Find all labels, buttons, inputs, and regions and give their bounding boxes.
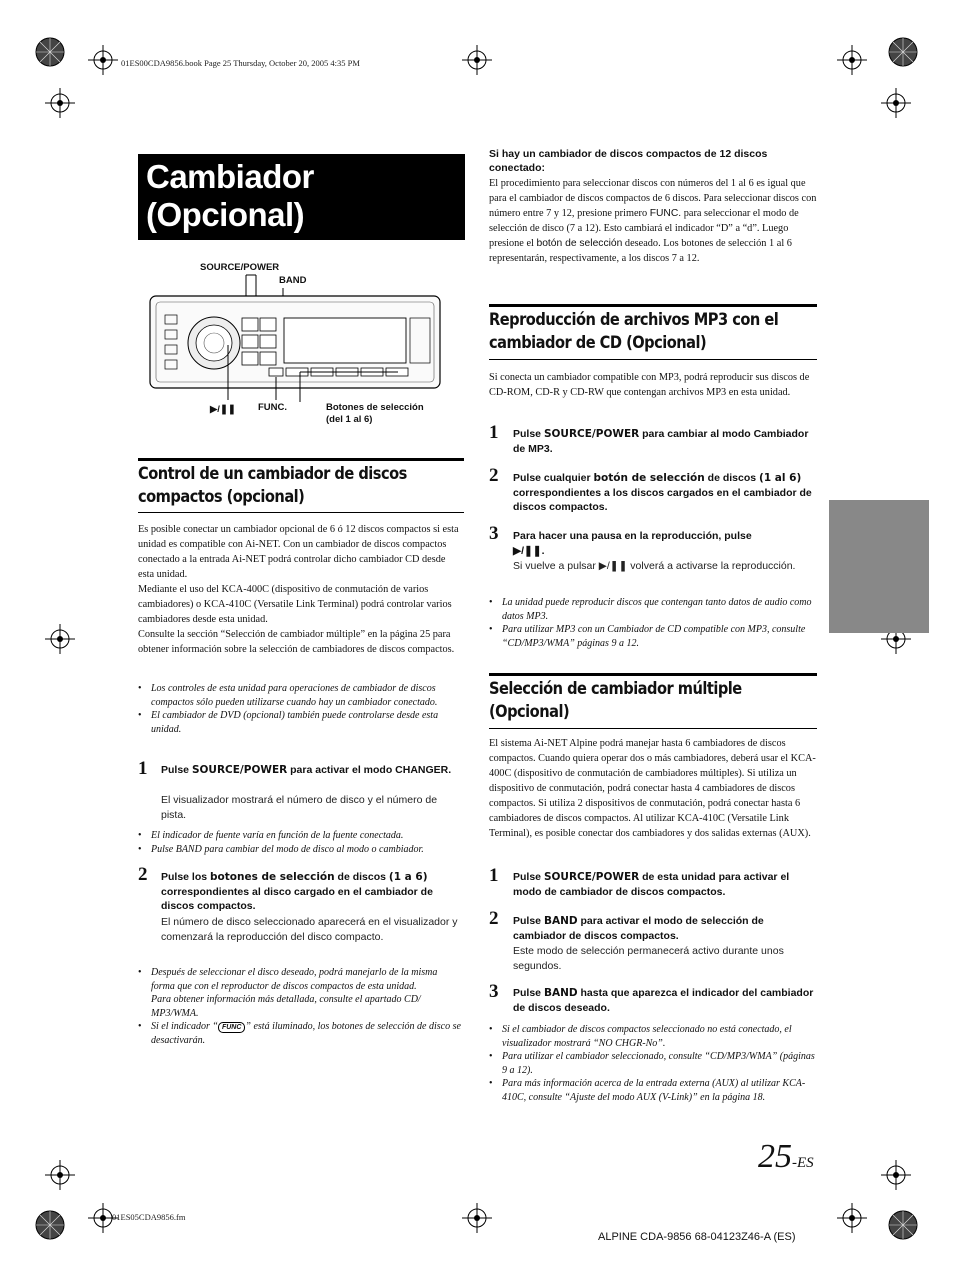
play-pause-icon: ▶/❚❚	[598, 560, 628, 572]
section2-notes	[489, 596, 817, 650]
label-func: FUNC.	[258, 402, 288, 413]
section1-notes3	[138, 966, 463, 1047]
section-12disc-body: El procedimiento para seleccionar discos con números del 1 al 6 es igual que para el cambiador de discos compactos de 6 discos. Para seleccionar discos con número entre 7 y 12, presione primero FUNC. para seleccionar el modo de selección de disco (7 a 12). Esto cambiará el indicador “D” a “d”. Luego presione el botón de selección deseado. Los botones de selección 1 al 6 representarán, respectivamente, a los discos 7 a 12.	[489, 178, 817, 264]
label-play-pause: ▶/❚❚	[210, 404, 236, 415]
list-item: • Pulse BAND para cambiar del modo de disco al modo o cambiador.	[138, 843, 463, 857]
section3-step1-number: 1	[489, 865, 499, 886]
section2-step2-number: 2	[489, 465, 499, 486]
section2-intro: Si conecta un cambiador compatible con MP3, podrá reproducir sus discos de CD-ROM, CD-R y CD-RW que contengan archivos MP3 en esta unidad.	[489, 372, 810, 398]
list-item: • Después de seleccionar el disco deseado, podrá manejarlo de la misma forma que con el reproductor de discos compactos de esta unidad. Para obtener información más detallada, consulte el apartado CD/ MP3/WMA.	[138, 966, 463, 1020]
label-band: BAND	[279, 275, 307, 286]
section-12disc-heading: Si hay un cambiador de discos compactos de 12 discos conectado:	[489, 148, 768, 174]
section1-heading: Control de un cambiador de discos compactos (opcional)	[138, 464, 407, 507]
list-item: • El cambiador de DVD (opcional) también puede controlarse desde esta unidad.	[138, 709, 463, 736]
section2-step3-detail: Si vuelve a pulsar ▶/❚❚ volverá a activarse la reproducción.	[513, 560, 796, 572]
section1-step1-number: 1	[138, 758, 148, 779]
label-preset-buttons: Botones de selección (del 1 al 6)	[326, 402, 424, 425]
footer-model: ALPINE CDA-9856 68-04123Z46-A (ES)	[598, 1231, 796, 1243]
label-source-power: SOURCE/POWER	[200, 262, 280, 273]
list-item: • Para más información acerca de la entrada externa (AUX) al utilizar KCA-410C, consulte “Ajuste del modo AUX (V-Link)” en la página 18.	[489, 1077, 817, 1104]
section3-heading: Selección de cambiador múltiple (Opcional)	[489, 679, 742, 722]
page-title	[138, 154, 465, 240]
page-number: 25-ES	[758, 1138, 814, 1175]
section3-step3: Pulse BAND hasta que aparezca el indicador del cambiador de discos deseado.	[513, 987, 814, 1014]
section3-step2: Pulse BAND para activar el modo de selección de cambiador de discos compactos.	[513, 915, 764, 942]
section1-step2: Pulse los botones de selección de discos (1 a 6) correspondientes al disco cargado en el cambiador de discos compactos.	[161, 871, 433, 912]
list-item: • Los controles de esta unidad para operaciones de cambiador de discos compactos sólo pueden utilizarse cuando hay un cambiador conectado.	[138, 682, 463, 709]
section2-heading: Reproducción de archivos MP3 con el cambiador de CD (Opcional)	[489, 310, 779, 353]
page-title-line1: Cambiador	[146, 158, 314, 195]
page-title-line2: (Opcional)	[146, 196, 305, 233]
section2-heading-box	[489, 304, 817, 360]
list-item: • Si el indicador “ FUNC ” está iluminado, los botones de selección de disco se desactivarán.	[138, 1020, 463, 1047]
section3-step3-number: 3	[489, 981, 499, 1002]
list-item: • Si el cambiador de discos compactos seleccionado no está conectado, el visualizador mostrará “NO CHGR-No”.	[489, 1023, 817, 1050]
chapter-tab	[829, 500, 929, 633]
section2-step3-number: 3	[489, 523, 499, 544]
section1-step1-detail: El visualizador mostrará el número de disco y el número de pista.	[161, 794, 438, 821]
list-item: • La unidad puede reproducir discos que contengan tanto datos de audio como datos MP3.	[489, 596, 817, 623]
section2-step3: Para hacer una pausa en la reproducción, pulse ▶/❚❚.	[513, 530, 752, 557]
section2-step1: Pulse SOURCE/POWER para cambiar al modo Cambiador de MP3.	[513, 428, 809, 455]
section3-step2-number: 2	[489, 908, 499, 929]
section1-intro: Es posible conectar un cambiador opcional de 6 ó 12 discos compactos si esta unidad es compatible con Ai-NET. Con un cambiador de discos compactos conectado a la entrada Ai-NET podrá controlar dicho cambiador CD desde esta unidad. Mediante el uso del KCA-400C (dispositivo de conmutación de varios cambiadores) o KCA-410C (Versatile Link Terminal) podrá controlar varios cambiadores desde esta unidad. Consulte la sección “Selección de cambiador múltiple” en la página 25 para obtener información sobre la selección de cambiadores de discos compactos.	[138, 524, 459, 655]
section3-step2-detail: Este modo de selección permanecerá activo durante unos segundos.	[513, 945, 784, 972]
section1-notes2	[138, 829, 463, 856]
section1-step1: Pulse SOURCE/POWER para activar el modo CHANGER.	[161, 764, 452, 776]
footer-file: 01ES05CDA9856.fm	[112, 1212, 186, 1222]
section1-notes1	[138, 682, 463, 736]
head-unit-diagram	[138, 260, 468, 430]
section1-step2-detail: El número de disco seleccionado aparecerá en el visualizador y comenzará la reproducción del disco compacto.	[161, 916, 458, 943]
section2-step1-number: 1	[489, 422, 499, 443]
section3-step1: Pulse SOURCE/POWER de esta unidad para activar el modo de cambiador de discos compactos.	[513, 871, 790, 898]
list-item: • El indicador de fuente varía en función de la fuente conectada.	[138, 829, 463, 843]
section3-intro: El sistema Ai-NET Alpine podrá manejar hasta 6 cambiadores de discos compactos. Cuando quiera operar dos o más cambiadores, deberá usar el KCA-400C (dispositivo de conmutación de cambiadores múltiples). Si utiliza un dispositivo de conmutación, podrá conectar hasta 4 cambiadores de discos compactos. Si utiliza 2 dispositivos de conmutación, podrá conectar hasta 6 cambiadores de discos compactos. Al utilizar KCA-410C (Versatile Link Terminal), es posible conectar dos cambiadores y dos salidas externas (AUX).	[489, 738, 816, 839]
print-header: 01ES00CDA9856.book Page 25 Thursday, October 20, 2005 4:35 PM	[121, 58, 360, 68]
list-item: • Para utilizar el cambiador seleccionado, consulte “CD/MP3/WMA” (páginas 9 a 12).	[489, 1050, 817, 1077]
section3-notes	[489, 1023, 817, 1104]
section3-heading-box	[489, 673, 817, 729]
play-pause-icon: ▶/❚❚	[513, 544, 542, 557]
section2-step2: Pulse cualquier botón de selección de discos (1 al 6) correspondientes a los discos cargados en el cambiador de discos compactos.	[513, 472, 812, 513]
func-indicator-icon: FUNC	[218, 1022, 245, 1033]
section1-step2-number: 2	[138, 864, 148, 885]
list-item: • Para utilizar MP3 con un Cambiador de CD compatible con MP3, consulte “CD/MP3/WMA” páginas 9 a 12.	[489, 623, 817, 650]
section1-heading-box	[138, 458, 464, 513]
